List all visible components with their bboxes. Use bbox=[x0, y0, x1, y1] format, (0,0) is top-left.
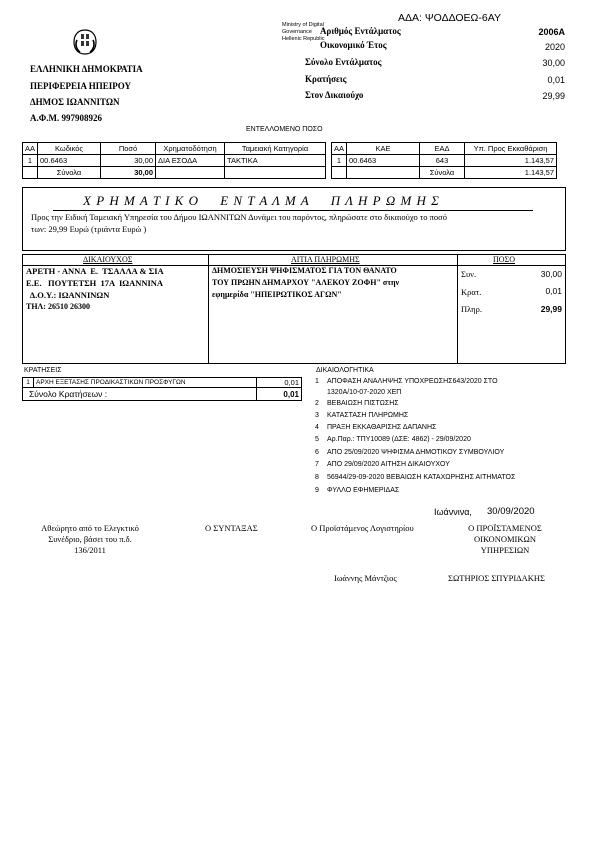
financial-head-title: Ο ΠΡΟΪΣΤΑΜΕΝΟΣ ΟΙΚΟΝΟΜΙΚΩΝ ΥΠΗΡΕΣΙΩΝ bbox=[468, 523, 542, 555]
engagement-title: ΕΝΤΕΛΛΟΜΕΝΟ ΠΟΣΟ bbox=[246, 126, 323, 133]
reason-line-2: ΤΟΥ ΠΡΩΗΝ ΔΗΜΑΡΧΟΥ "ΑΛΕΚΟΥ ΖΟΦΗ" στην bbox=[212, 278, 400, 287]
amount-header: ΠΟΣΟ bbox=[493, 255, 515, 264]
table-total-row: Σύνολα 1.143,57 bbox=[332, 167, 557, 179]
document-item: Αρ.Παρ.: ΤΠΥ10089 (ΔΣΕ: 4862) - 29/09/2020 bbox=[327, 436, 471, 443]
document-item: ΑΠΟ 25/09/2020 ΨΗΦΙΣΜΑ ΔΗΜΟΤΙΚΟΥ ΣΥΜΒΟΥΛΙΟΥ bbox=[327, 449, 505, 456]
col-cash-category: Ταμειακή Κατηγορία bbox=[225, 143, 326, 155]
engagement-right-table bbox=[331, 142, 557, 179]
deductions-value: 0,01 bbox=[547, 75, 565, 85]
warrant-box bbox=[22, 187, 566, 251]
beneficiary-line-3: Δ.Ο.Υ.: ΙΩΑΝΝΙΝΩΝ bbox=[26, 290, 110, 300]
deductions-label: Κρατήσεις bbox=[305, 74, 347, 84]
document-item-number: 2 bbox=[315, 400, 319, 407]
accounting-head-name: Ιωάννης Μάντζιος bbox=[334, 573, 397, 583]
payment-details-box bbox=[22, 254, 566, 364]
col-funding: Χρηματοδότηση bbox=[156, 143, 225, 155]
to-beneficiary-label: Στον Δικαιούχο bbox=[305, 90, 364, 100]
issuer-region: ΠΕΡΙΦΕΡΕΙΑ ΗΠΕΙΡΟΥ bbox=[30, 81, 131, 91]
documents-title: ΔΙΚΑΙΟΛΟΓΗΤΙΚΑ bbox=[316, 367, 374, 374]
col-kae: ΚΑΕ bbox=[347, 143, 420, 155]
col-aa: ΑΑ bbox=[332, 143, 347, 155]
table-total-row: Σύνολα 30,00 bbox=[23, 167, 326, 179]
document-item-number: 7 bbox=[315, 461, 319, 468]
amount-total-value: 30,00 bbox=[540, 269, 562, 279]
col-pending-clearance: Υπ. Προς Εκκαθάριση bbox=[465, 143, 557, 155]
issuer-country: ΕΛΛΗΝΙΚΗ ΔΗΜΟΚΡΑΤΙΑ bbox=[30, 64, 143, 74]
ada-code: ΑΔΑ: ΨΟΔΔΟΕΩ-6ΑΥ bbox=[398, 12, 501, 24]
table-total-row: Σύνολο Κρατήσεων : 0,01 bbox=[23, 388, 302, 401]
document-item-number: 6 bbox=[315, 449, 319, 456]
document-item-number: 8 bbox=[315, 474, 319, 481]
warrant-title: Χ Ρ Η Μ Α Τ Ι Κ Ο Ε Ν Τ Α Λ Μ Α Π Λ Η Ρ Ω Μ Η Σ bbox=[83, 193, 440, 208]
tiny-header-3: Hellenic Republic bbox=[282, 36, 325, 42]
court-exempt-text: Αθεώρητο από το Ελεγκτικό Συνέδριο, βάσει του π.δ. 136/2011 bbox=[41, 523, 139, 555]
col-code: Κωδικός bbox=[38, 143, 101, 155]
document-item: 56944/29-09-2020 ΒΕΒΑΙΩΣΗ ΚΑΤΑΧΩΡΗΣΗΣ ΑΙΤΗΜΑΤΟΣ bbox=[327, 474, 516, 481]
warrant-text-2: των: 29,99 Ευρώ (τριάντα Ευρώ ) bbox=[31, 224, 147, 234]
reason-line-3: εφημερίδα "ΗΠΕΙΡΩΤΙΚΟΣ ΑΓΩΝ" bbox=[212, 290, 342, 299]
document-item: ΦΥΛΛΟ ΕΦΗΜΕΡΙΔΑΣ bbox=[327, 487, 400, 494]
reason-line-1: ΔΗΜΟΣΙΕΥΣΗ ΨΗΦΙΣΜΑΤΟΣ ΓΙΑ ΤΟΝ ΘΑΝΑΤΟ bbox=[212, 266, 397, 275]
amount-deductions-label: Κρατ. bbox=[461, 287, 482, 297]
amount-payable-value: 29,99 bbox=[540, 304, 562, 314]
deductions-table bbox=[22, 377, 302, 401]
drafter-title: Ο ΣΥΝΤΑΞΑΣ bbox=[205, 523, 258, 533]
reason-header: ΑΙΤΙΑ ΠΛΗΡΩΜΗΣ bbox=[291, 255, 360, 264]
document-item-number: 1 bbox=[315, 378, 319, 385]
issuer-municipality: ΔΗΜΟΣ ΙΩΑΝΝΙΤΩΝ bbox=[30, 97, 120, 107]
amount-deductions-value: 0,01 bbox=[545, 286, 562, 296]
beneficiary-line-1: ΑΡΕΤΗ - ΑΝΝΑ Ε. ΤΣΑΛΛΑ & ΣΙΑ bbox=[26, 266, 164, 276]
issuer-vat: Α.Φ.Μ. 997908926 bbox=[30, 113, 102, 123]
document-item-number: 5 bbox=[315, 436, 319, 443]
document-item: 1320Α/10-07-2020 ΧΕΠ bbox=[327, 389, 402, 396]
table-row: 1 00.6463 30,00 ΔΙΑ ΕΣΟΔΑ ΤΑΚΤΙΚΑ bbox=[23, 155, 326, 167]
amount-total-label: Συν. bbox=[461, 269, 477, 279]
tiny-header-1: Ministry of Digital bbox=[282, 22, 324, 28]
col-ead: ΕΑΔ bbox=[420, 143, 465, 155]
total-warrant-value: 30,00 bbox=[542, 58, 565, 68]
document-item-number: 9 bbox=[315, 487, 319, 494]
date-value: 30/09/2020 bbox=[487, 506, 535, 517]
document-item-number: 4 bbox=[315, 424, 319, 431]
col-amount: Ποσό bbox=[101, 143, 156, 155]
financial-head-name: ΣΩΤΗΡΙΟΣ ΣΠΥΡΙΔΑΚΗΣ bbox=[448, 573, 545, 583]
col-aa: ΑΑ bbox=[23, 143, 38, 155]
total-warrant-label: Σύνολο Εντάλματος bbox=[305, 57, 382, 67]
place-label: Ιωάννινα, bbox=[434, 507, 472, 517]
document-item-number: 3 bbox=[315, 412, 319, 419]
table-row: 1 00.6463 643 1.143,57 bbox=[332, 155, 557, 167]
table-row: 1 ΑΡΧΗ ΕΞΕΤΑΣΗΣ ΠΡΟΔΙΚΑΣΤΙΚΩΝ ΠΡΟΣΦΥΓΩΝ 0,01 bbox=[23, 378, 302, 388]
warrant-number-value: 2006Α bbox=[538, 27, 565, 37]
hellenic-emblem-icon bbox=[72, 28, 98, 56]
beneficiary-header: ΔΙΚΑΙΟΥΧΟΣ bbox=[83, 255, 133, 264]
warrant-title-rule bbox=[53, 210, 533, 211]
warrant-text-1: Προς την Ειδική Ταμειακή Υπηρεσία του Δήμου ΙΩΑΝΝΙΤΩΝ Δυνάμει του παρόντος, πληρώσατε στο δικαιούχο το ποσό bbox=[31, 212, 447, 222]
document-item: ΑΠΟ 29/09/2020 ΑΙΤΗΣΗ ΔΙΚΑΙΟΥΧΟΥ bbox=[327, 461, 450, 468]
document-item: ΒΕΒΑΙΩΣΗ ΠΙΣΤΩΣΗΣ bbox=[327, 400, 399, 407]
beneficiary-line-4: ΤΗΛ: 26510 26300 bbox=[26, 302, 90, 311]
deductions-title: ΚΡΑΤΗΣΕΙΣ bbox=[24, 367, 62, 374]
beneficiary-line-2: Ε.Ε. ΠΟΥΤΕΤΣΗ 17Α ΙΩΑΝΝΙΝΑ bbox=[26, 278, 164, 288]
document-item: ΠΡΑΞΗ ΕΚΚΑΘΑΡΙΣΗΣ ΔΑΠΑΝΗΣ bbox=[327, 424, 437, 431]
document-item: ΚΑΤΑΣΤΑΣΗ ΠΛΗΡΩΜΗΣ bbox=[327, 412, 409, 419]
fiscal-year-value: 2020 bbox=[544, 42, 565, 52]
to-beneficiary-value: 29,99 bbox=[542, 91, 565, 101]
engagement-left-table bbox=[22, 142, 326, 179]
document-item: ΑΠΟΦΑΣΗ ΑΝΑΛΗΨΗΣ ΥΠΟΧΡΕΩΣΗΣ643/2020 ΣΤΟ bbox=[327, 378, 498, 385]
accounting-head-title: Ο Προϊστάμενος Λογιστηρίου bbox=[311, 523, 414, 533]
tiny-header-2: Governance bbox=[282, 29, 312, 35]
fiscal-year-label: Οικονομικό Έτος bbox=[320, 40, 387, 50]
warrant-number-label: Αριθμός Εντάλματος bbox=[320, 26, 401, 36]
amount-payable-label: Πληρ. bbox=[461, 304, 482, 314]
